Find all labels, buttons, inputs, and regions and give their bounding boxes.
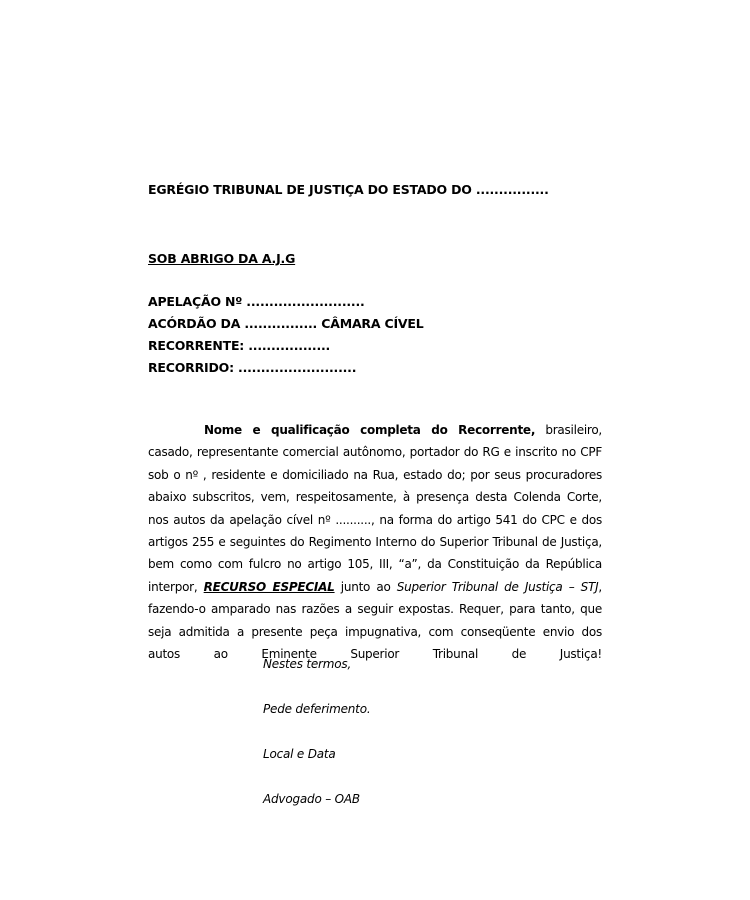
court-name: Superior Tribunal de Justiça – STJ: [396, 579, 599, 594]
petition-paragraph: [148, 419, 602, 665]
petition-text-3: , fazendo-o amparado nas razões a seguir expostas. Requer, para tanto, que seja admitida a presente peça impugnativa, com conseqüente envio dos autos ao Eminente Superior Tribunal de Justiça!: [148, 579, 602, 662]
petition-text-1: brasileiro, casado, representante comercial autônomo, portador do RG e inscrito no CPF sob o nº , residente e domiciliado na Rua, estado do; por seus procuradores abaixo subscritos, vem, respeitosamente, à presença desta Colenda Corte, nos autos da apelação cível nº .........., na forma do artigo 541 do CPC e dos artigos 255 e seguintes do Regimento Interno do Superior Tribunal de Justiça, bem como com fulcro no artigo 105, III, “a”, da Constituição da República interpor,: [148, 423, 602, 594]
legal-aid-heading: SOB ABRIGO DA A.J.G: [148, 251, 296, 266]
case-info-block: [148, 293, 423, 381]
recorrente-line: RECORRENTE: ..................: [148, 338, 331, 353]
petition-body: [148, 419, 602, 665]
recorrido-line: RECORRIDO: ..........................: [148, 360, 357, 375]
closing-terms: Nestes termos,: [263, 657, 352, 671]
party-name: Nome e qualificação completa do Recorrente,: [204, 423, 536, 437]
apelacao-line: APELAÇÃO Nº ..........................: [148, 294, 365, 309]
court-addressee: EGRÉGIO TRIBUNAL DE JUSTIÇA DO ESTADO DO ................: [148, 182, 549, 197]
closing-block: [263, 655, 370, 835]
closing-request: Pede deferimento.: [263, 702, 371, 716]
petition-text-2: junto ao: [334, 579, 397, 594]
closing-place-date: Local e Data: [263, 747, 336, 761]
appeal-type: RECURSO ESPECIAL: [203, 579, 335, 594]
acordao-line: ACÓRDÃO DA ................ CÂMARA CÍVEL: [148, 316, 424, 331]
closing-lawyer: Advogado – OAB: [263, 792, 360, 806]
